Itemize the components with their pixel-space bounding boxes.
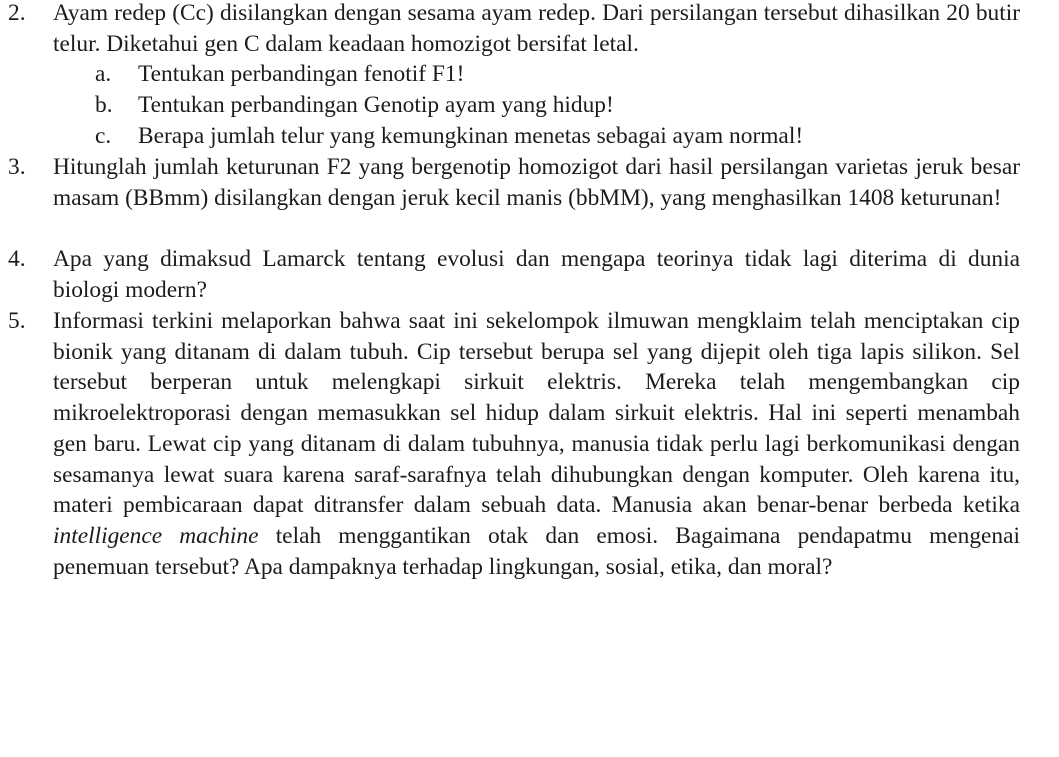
sub-question-text: Tentukan perbandingan fenotif F1! bbox=[138, 61, 465, 87]
sub-question-letter: c. bbox=[95, 123, 112, 149]
question-text bbox=[53, 306, 1020, 582]
sub-question-letter: a. bbox=[95, 61, 112, 87]
question-text-part: telah menggantikan otak dan emosi. Bagaimana pendapatmu mengenai penemuan tersebut? Apa dampaknya terhadap lingkungan, sosial, etika, dan moral? bbox=[53, 522, 1020, 580]
question-3 bbox=[8, 152, 1020, 213]
question-number: 4. bbox=[8, 246, 26, 272]
question-text-italic: intelligence machine bbox=[53, 522, 259, 549]
question-text: Hitunglah jumlah keturunan F2 yang bergenotip homozigot dari hasil persilangan varietas jeruk besar masam (BBmm) disilangkan dengan jeruk kecil manis (bbMM), yang menghasilkan 1408 keturunan! bbox=[53, 154, 1020, 211]
question-2 bbox=[8, 0, 1020, 59]
sub-question-text: Tentukan perbandingan Genotip ayam yang hidup! bbox=[138, 92, 614, 118]
sub-question-text: Berapa jumlah telur yang kemungkinan menetas sebagai ayam normal! bbox=[138, 123, 804, 149]
question-text-part: Informasi terkini melaporkan bahwa saat ini sekelompok ilmuwan mengklaim telah menciptakan cip bionik yang ditanam di dalam tubuh. Cip tersebut berupa sel yang dijepit oleh tiga lapis silikon. Sel tersebut berperan untuk melengkapi sirkuit elektris. Mereka telah mengembangkan cip mikroelektroporasi dengan memasukkan sel hidup dalam sirkuit elektris. Hal ini seperti menambah gen baru. Lewat cip yang ditanam di dalam tubuhnya, manusia tidak perlu lagi berkomunikasi dengan sesamanya lewat suara karena saraf-sarafnya telah dihubungkan dengan komputer. Oleh karena itu, materi pembicaraan dapat ditransfer dalam sebuah data. Manusia akan benar-benar berbeda ketika bbox=[53, 308, 1020, 519]
sub-question-a bbox=[95, 59, 464, 90]
question-text: Ayam redep (Cc) disilangkan dengan sesama ayam redep. Dari persilangan tersebut dihasilkan 20 butir telur. Diketahui gen C dalam keadaan homozigot bersifat letal. bbox=[53, 0, 1020, 57]
question-4 bbox=[8, 244, 1020, 305]
question-number: 3. bbox=[8, 154, 26, 180]
question-number: 5. bbox=[8, 308, 26, 334]
sub-question-c bbox=[95, 121, 803, 152]
sub-question-b bbox=[95, 90, 614, 121]
sub-question-letter: b. bbox=[95, 92, 113, 118]
question-5 bbox=[8, 306, 1020, 582]
question-text: Apa yang dimaksud Lamarck tentang evolusi dan mengapa teorinya tidak lagi diterima di dunia biologi modern? bbox=[53, 246, 1020, 303]
question-number: 2. bbox=[8, 0, 26, 26]
